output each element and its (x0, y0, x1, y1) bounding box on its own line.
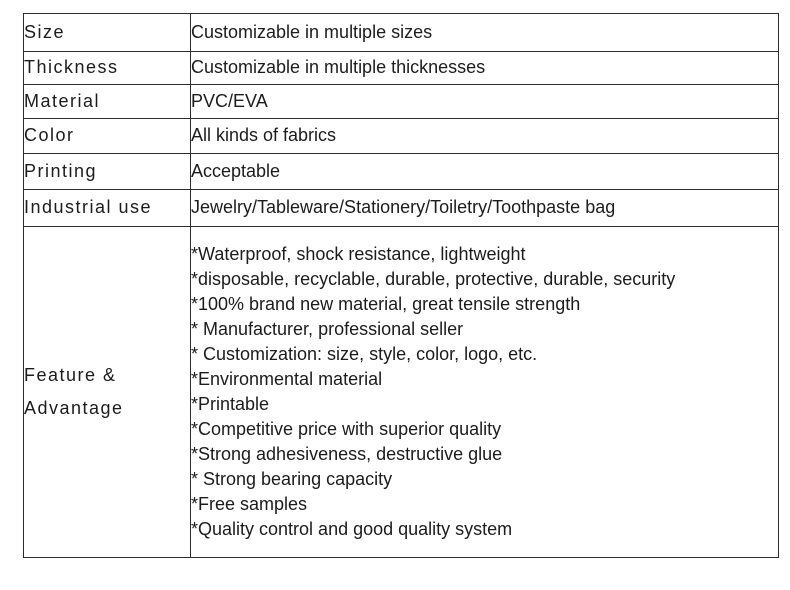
row-value-industrial-use: Jewelry/Tableware/Stationery/Toiletry/Toothpaste bag (191, 190, 779, 227)
row-value-thickness: Customizable in multiple thicknesses (191, 52, 779, 85)
row-label-thickness: Thickness (24, 52, 191, 85)
row-value-material: PVC/EVA (191, 85, 779, 119)
feature-line: * Customization: size, style, color, logo, etc. (191, 344, 538, 364)
feature-line: *disposable, recyclable, durable, protective, durable, security (191, 269, 676, 289)
table-row (24, 119, 779, 154)
feature-line: *Environmental material (191, 369, 383, 389)
feature-line: *100% brand new material, great tensile strength (191, 294, 581, 314)
row-label-feature-advantage (24, 227, 191, 558)
row-value-printing: Acceptable (191, 154, 779, 190)
feature-line: *Competitive price with superior quality (191, 419, 502, 439)
feature-line: *Free samples (191, 494, 308, 514)
row-value-color: All kinds of fabrics (191, 119, 779, 154)
table-row (24, 227, 779, 558)
product-spec-table (23, 13, 779, 558)
row-value-feature-advantage (191, 227, 779, 558)
row-label-color: Color (24, 119, 191, 154)
row-label-material: Material (24, 85, 191, 119)
feature-line: * Manufacturer, professional seller (191, 319, 464, 339)
feature-line: * Strong bearing capacity (191, 469, 393, 489)
table-row (24, 14, 779, 52)
feature-label-line-2: Advantage (24, 398, 124, 418)
table-row (24, 52, 779, 85)
feature-line: *Quality control and good quality system (191, 519, 513, 539)
row-value-size: Customizable in multiple sizes (191, 14, 779, 52)
table-row (24, 85, 779, 119)
feature-line: *Waterproof, shock resistance, lightweight (191, 244, 526, 264)
row-label-printing: Printing (24, 154, 191, 190)
table-row (24, 154, 779, 190)
row-label-size: Size (24, 14, 191, 52)
feature-label-line-1: Feature & (24, 365, 117, 385)
row-label-industrial-use: Industrial use (24, 190, 191, 227)
table-row (24, 190, 779, 227)
feature-line: *Printable (191, 394, 270, 414)
feature-line: *Strong adhesiveness, destructive glue (191, 444, 503, 464)
